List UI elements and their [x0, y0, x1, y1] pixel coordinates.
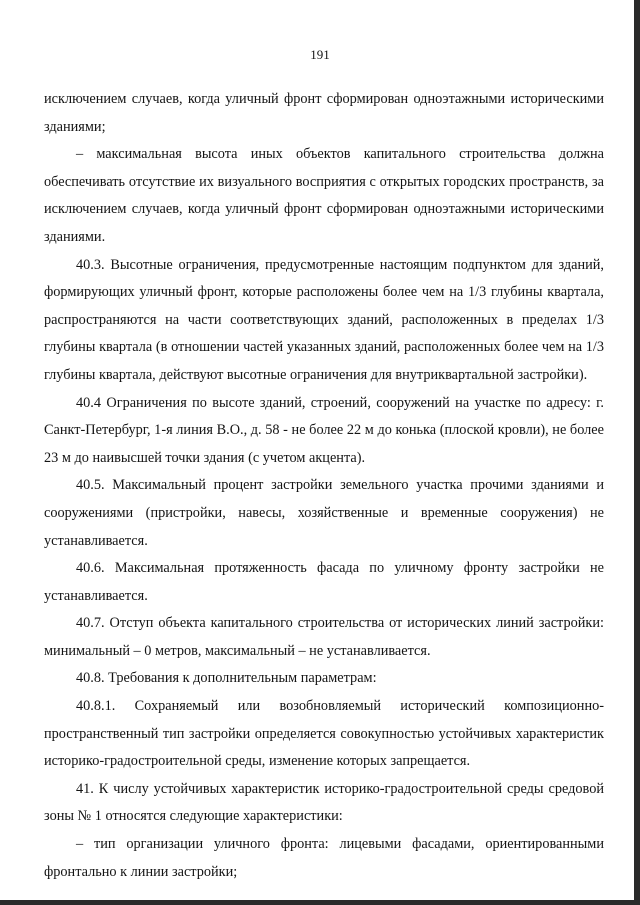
scan-edge-right	[634, 0, 640, 905]
paragraph-40-4: 40.4 Ограничения по высоте зданий, строений, сооружений на участке по адресу: г. Санкт-Петербург, 1-я линия В.О., д. 58 - не более 22 м до конька (плоской кровли), не более 23 м до наивысшей точки здания (с учетом акцента).	[44, 394, 604, 466]
paragraph-continuation: исключением случаев, когда уличный фронт сформирован одноэтажными историческими зданиями;	[44, 91, 604, 135]
paragraph-40-8-1: 40.8.1. Сохраняемый или возобновляемый исторический композиционно-пространственный тип застройки определяется совокупностью устойчивых характеристик историко-градостроительной среды, изменение которых запрещается.	[44, 698, 604, 770]
paragraph-40-6: 40.6. Максимальная протяженность фасада по уличному фронту застройки не устанавливается.	[44, 560, 604, 604]
paragraph-street-front-type: – тип организации уличного фронта: лицевыми фасадами, ориентированными фронтально к линии застройки;	[44, 836, 604, 880]
document-body	[44, 86, 604, 886]
paragraph-40-5: 40.5. Максимальный процент застройки земельного участка прочими зданиями и сооружениями (пристройки, навесы, хозяйственные и временные сооружения) не устанавливается.	[44, 477, 604, 549]
paragraph-40-8: 40.8. Требования к дополнительным параметрам:	[76, 670, 377, 687]
paragraph-40-3: 40.3. Высотные ограничения, предусмотренные настоящим подпунктом для зданий, формирующих уличный фронт, которые расположены более чем на 1/3 глубины квартала, распространяются на части соответствующих зданий, расположенных в пределах 1/3 глубины квартала (в отношении частей указанных зданий, расположенных более чем на 1/3 глубины квартала, действуют высотные ограничения для внутриквартальной застройки).	[44, 256, 604, 383]
paragraph-41: 41. К числу устойчивых характеристик историко-градостроительной среды средовой зоны № 1 относятся следующие характеристики:	[44, 780, 604, 825]
paragraph-40-7: 40.7. Отступ объекта капитального строительства от исторических линий застройки: минимальный – 0 метров, максимальный – не устанавливается.	[44, 615, 604, 659]
paragraph-max-height-other: – максимальная высота иных объектов капитального строительства должна обеспечивать отсутствие их визуального восприятия с открытых городских пространств, за исключением случаев, когда уличный фронт сформирован одноэтажными историческими зданиями.	[44, 146, 604, 245]
scan-edge-bottom	[0, 900, 640, 905]
page-number: 191	[310, 47, 330, 62]
